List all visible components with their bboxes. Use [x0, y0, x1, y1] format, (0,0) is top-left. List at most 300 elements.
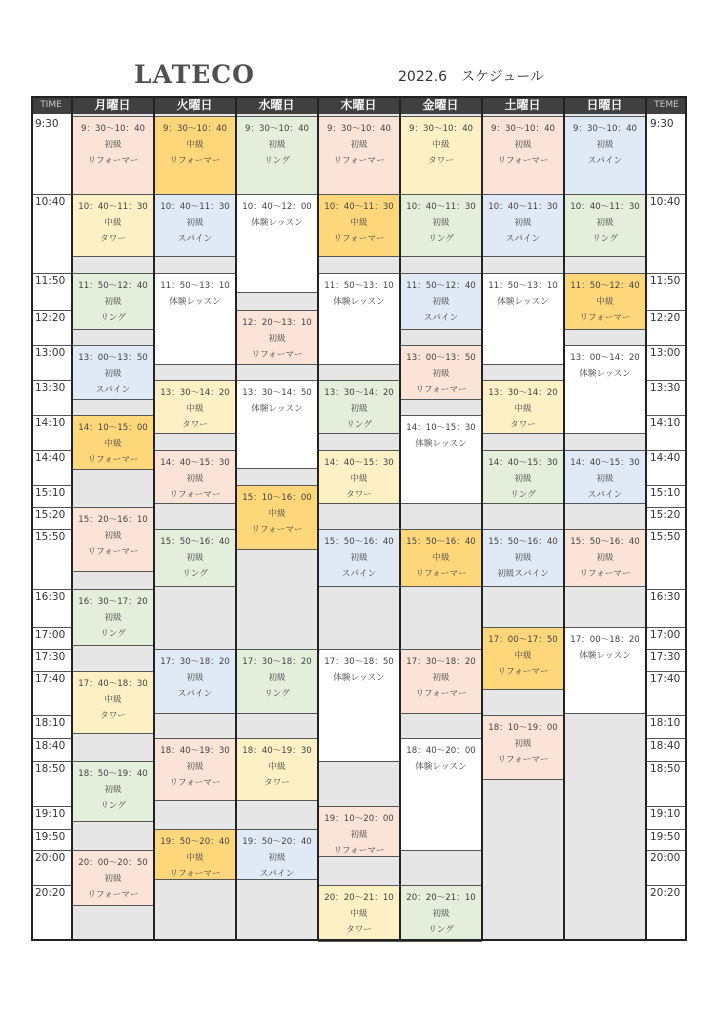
lesson-block[interactable]	[155, 117, 235, 194]
time-separator	[31, 194, 71, 195]
time-label-left: 14:10	[35, 417, 66, 429]
time-separator	[31, 761, 71, 762]
lesson-level: 初級	[104, 140, 122, 150]
lesson-block[interactable]	[401, 530, 481, 586]
time-separator	[646, 485, 687, 486]
lesson-block[interactable]	[483, 117, 563, 194]
lesson-time: 9：30〜10：40	[572, 124, 638, 134]
time-label-left: 12:20	[35, 312, 66, 324]
lesson-time: 15：50〜16：40	[324, 537, 394, 547]
lesson-type: リフォーマー	[169, 778, 221, 788]
lesson-level: 初級	[596, 553, 614, 563]
time-separator	[31, 850, 71, 851]
lesson-type: リング	[510, 490, 536, 500]
lesson-time: 11：50〜12：40	[78, 281, 148, 291]
lesson-block[interactable]	[73, 762, 153, 821]
lesson-level: 初級	[268, 673, 286, 683]
lesson-time: 16：30〜17：20	[78, 597, 148, 607]
time-label-left: 17:30	[35, 651, 66, 663]
lesson-type: リフォーマー	[415, 569, 467, 579]
column-divider	[563, 96, 565, 941]
lesson-level: 初級	[514, 218, 532, 228]
time-separator	[646, 627, 687, 628]
lesson-time: 18：10〜19：00	[488, 723, 558, 733]
lesson-time: 15：50〜16：40	[160, 537, 230, 547]
lesson-block[interactable]	[155, 381, 235, 433]
lesson-type: リング	[428, 234, 454, 244]
time-label-left: 13:00	[35, 347, 66, 359]
lesson-time: 18：40〜19：30	[160, 746, 230, 756]
lesson-time: 11：50〜13：10	[488, 281, 558, 291]
column-divider	[399, 96, 401, 941]
lesson-level: 中級	[268, 762, 286, 772]
lesson-type: リング	[428, 925, 454, 935]
lesson-block[interactable]	[401, 650, 481, 713]
lesson-level: 初級	[186, 673, 204, 683]
lesson-level: 中級	[186, 853, 204, 863]
lesson-level: 中級	[104, 439, 122, 449]
lesson-block[interactable]	[237, 739, 317, 800]
lesson-level: 初級	[104, 297, 122, 307]
lesson-time: 20：20〜21：10	[324, 893, 394, 903]
lesson-block[interactable]	[73, 274, 153, 329]
time-label-right: 9:30	[650, 118, 674, 130]
lesson-block[interactable]	[401, 117, 481, 194]
lesson-time: 10：40〜11：30	[160, 202, 230, 212]
lesson-block[interactable]	[237, 486, 317, 549]
lesson-time: 11：50〜12：40	[406, 281, 476, 291]
lesson-level: 中級	[514, 404, 532, 414]
lesson-block[interactable]	[319, 451, 399, 503]
lesson-level: 初級	[514, 739, 532, 749]
lesson-block[interactable]	[73, 508, 153, 571]
lesson-time: 15：20〜16：10	[78, 515, 148, 525]
time-label-right: 13:30	[650, 382, 681, 394]
lesson-time: 14：40〜15：30	[160, 458, 230, 468]
lesson-type: リング	[264, 156, 290, 166]
lesson-block[interactable]	[565, 346, 645, 433]
time-label-left: 15:10	[35, 487, 66, 499]
day-header-sat: 土曜日	[482, 96, 563, 114]
lesson-type: リフォーマー	[579, 569, 631, 579]
time-separator	[646, 194, 687, 195]
lesson-time: 13：00〜13：50	[78, 353, 148, 363]
lesson-type: タワー	[100, 234, 126, 244]
lesson-block[interactable]	[73, 672, 153, 733]
time-separator	[31, 589, 71, 590]
lesson-block[interactable]	[237, 830, 317, 879]
lesson-level: 中級	[186, 404, 204, 414]
lesson-type: タワー	[100, 711, 126, 721]
lesson-type: リフォーマー	[251, 350, 303, 360]
lesson-block[interactable]	[237, 650, 317, 713]
lesson-time: 15：50〜16：40	[406, 537, 476, 547]
lesson-level: 中級	[514, 651, 532, 661]
lesson-level: 体験レッスン	[497, 297, 549, 307]
lesson-time: 15：50〜16：40	[570, 537, 640, 547]
lesson-block[interactable]	[565, 530, 645, 586]
time-label-right: 16:30	[650, 591, 681, 603]
lesson-type: リフォーマー	[333, 846, 385, 856]
lesson-time: 17：30〜18：20	[242, 657, 312, 667]
lesson-level: 初級	[268, 853, 286, 863]
lesson-level: 初級	[432, 369, 450, 379]
lesson-time: 13：00〜14：20	[570, 353, 640, 363]
lesson-type: リング	[100, 801, 126, 811]
time-label-right: 15:50	[650, 531, 681, 543]
time-label-left: 11:50	[35, 275, 66, 287]
lesson-level: 中級	[596, 297, 614, 307]
lesson-time: 13：30〜14：50	[242, 388, 312, 398]
lesson-block[interactable]	[401, 195, 481, 256]
lesson-type: タワー	[264, 778, 290, 788]
lesson-type: リフォーマー	[87, 547, 139, 557]
lesson-block[interactable]	[565, 628, 645, 713]
lesson-type: リフォーマー	[333, 234, 385, 244]
time-separator	[31, 450, 71, 451]
lesson-level: 中級	[432, 140, 450, 150]
time-separator	[31, 529, 71, 530]
lesson-type: リフォーマー	[169, 490, 221, 500]
lesson-block[interactable]	[319, 807, 399, 856]
time-separator	[646, 345, 687, 346]
lesson-type: リフォーマー	[333, 156, 385, 166]
time-separator	[646, 829, 687, 830]
lesson-level: 体験レッスン	[333, 673, 385, 683]
lesson-type: リフォーマー	[497, 156, 549, 166]
lesson-type: リフォーマー	[251, 525, 303, 535]
lesson-type: スパイン	[587, 156, 623, 166]
time-label-right: 14:10	[650, 417, 681, 429]
lesson-level: 初級	[350, 553, 368, 563]
lesson-time: 9：30〜10：40	[162, 124, 228, 134]
lesson-time: 10：40〜12：00	[242, 202, 312, 212]
lesson-level: 初級	[350, 830, 368, 840]
lesson-block[interactable]	[565, 117, 645, 194]
lesson-time: 10：40〜11：30	[570, 202, 640, 212]
lesson-block[interactable]	[237, 381, 317, 468]
time-label-left: 16:30	[35, 591, 66, 603]
time-separator	[31, 273, 71, 274]
time-separator	[31, 649, 71, 650]
time-label-left: 14:40	[35, 452, 66, 464]
lesson-level: 初級	[104, 874, 122, 884]
time-label-left: 17:00	[35, 629, 66, 641]
lesson-time: 9：30〜10：40	[244, 124, 310, 134]
lesson-time: 13：30〜14：20	[160, 388, 230, 398]
lesson-block[interactable]	[319, 530, 399, 586]
column-divider	[481, 96, 483, 941]
lesson-level: 体験レッスン	[579, 651, 631, 661]
lesson-time: 11：50〜13：10	[324, 281, 394, 291]
lesson-level: 初級	[432, 218, 450, 228]
column-divider	[235, 96, 237, 941]
time-label-left: 15:20	[35, 509, 66, 521]
time-label-right: 17:30	[650, 651, 681, 663]
lesson-type: タワー	[346, 490, 372, 500]
lesson-block[interactable]	[483, 530, 563, 586]
lesson-level: 初級	[104, 369, 122, 379]
logo: LATECO	[134, 60, 255, 89]
time-label-left: 13:30	[35, 382, 66, 394]
lesson-block[interactable]	[319, 650, 399, 761]
lesson-level: 初級	[350, 404, 368, 414]
time-separator	[646, 273, 687, 274]
time-label-right: 20:20	[650, 887, 681, 899]
lesson-type: リフォーマー	[169, 156, 221, 166]
time-separator	[646, 649, 687, 650]
time-label-right: 19:50	[650, 831, 681, 843]
lesson-type: リフォーマー	[415, 689, 467, 699]
lesson-level: 初級	[186, 762, 204, 772]
lesson-type: タワー	[346, 925, 372, 935]
lesson-block[interactable]	[73, 195, 153, 256]
lesson-level: 初級	[514, 474, 532, 484]
time-header-left: TIME	[31, 96, 71, 114]
lesson-time: 18：40〜19：30	[242, 746, 312, 756]
time-label-right: 17:40	[650, 673, 681, 685]
time-separator	[646, 850, 687, 851]
lesson-block[interactable]	[73, 117, 153, 194]
lesson-level: 体験レッスン	[169, 297, 221, 307]
lesson-block[interactable]	[319, 195, 399, 256]
time-separator	[646, 380, 687, 381]
lesson-block[interactable]	[237, 195, 317, 292]
lesson-time: 19：10〜20：00	[324, 814, 394, 824]
time-label-left: 20:20	[35, 887, 66, 899]
time-label-left: 19:50	[35, 831, 66, 843]
time-label-left: 10:40	[35, 196, 66, 208]
lesson-block[interactable]	[319, 117, 399, 194]
lesson-level: 中級	[186, 140, 204, 150]
time-label-left: 18:50	[35, 763, 66, 775]
lesson-type: リフォーマー	[415, 385, 467, 395]
lesson-block[interactable]	[73, 416, 153, 469]
time-label-right: 15:20	[650, 509, 681, 521]
time-label-left: 18:40	[35, 740, 66, 752]
lesson-level: 初級	[596, 218, 614, 228]
time-label-left: 20:00	[35, 852, 66, 864]
lesson-type: リング	[100, 313, 126, 323]
time-separator	[646, 671, 687, 672]
lesson-block[interactable]	[401, 274, 481, 329]
lesson-time: 17：00〜18：20	[570, 635, 640, 645]
lesson-level: 初級	[186, 474, 204, 484]
lesson-type: スパイン	[423, 313, 459, 323]
lesson-block[interactable]	[155, 530, 235, 586]
lesson-block[interactable]	[73, 851, 153, 905]
lesson-level: 体験レッスン	[333, 297, 385, 307]
day-header-tue: 火曜日	[154, 96, 235, 114]
time-header-right: TEME	[646, 96, 687, 114]
lesson-level: 初級	[104, 531, 122, 541]
time-separator	[646, 415, 687, 416]
lesson-block[interactable]	[237, 311, 317, 364]
lesson-type: リング	[100, 629, 126, 639]
lesson-time: 17：40〜18：30	[78, 679, 148, 689]
lesson-type: リフォーマー	[497, 667, 549, 677]
lesson-time: 14：10〜15：00	[78, 423, 148, 433]
lesson-time: 18：40〜20：00	[406, 746, 476, 756]
lesson-block[interactable]	[483, 716, 563, 779]
time-label-right: 14:40	[650, 452, 681, 464]
time-separator	[31, 806, 71, 807]
lesson-time: 17：30〜18：20	[406, 657, 476, 667]
lesson-type: スパイン	[95, 385, 131, 395]
lesson-time: 20：00〜20：50	[78, 858, 148, 868]
time-separator	[31, 627, 71, 628]
lesson-block[interactable]	[155, 451, 235, 503]
lesson-level: 中級	[268, 509, 286, 519]
lesson-time: 13：30〜14：20	[488, 388, 558, 398]
lesson-type: リング	[264, 689, 290, 699]
lesson-block[interactable]	[155, 739, 235, 800]
column-divider	[317, 96, 319, 941]
time-label-left: 19:10	[35, 808, 66, 820]
time-label-right: 20:00	[650, 852, 681, 864]
time-separator	[31, 715, 71, 716]
lesson-type: リフォーマー	[579, 313, 631, 323]
time-separator	[646, 310, 687, 311]
lesson-level: 初級	[596, 140, 614, 150]
lesson-type: タワー	[428, 156, 454, 166]
lesson-time: 9：30〜10：40	[326, 124, 392, 134]
day-header-thu: 木曜日	[318, 96, 399, 114]
lesson-block[interactable]	[319, 886, 399, 941]
time-label-left: 18:10	[35, 717, 66, 729]
lesson-level: 初級	[350, 140, 368, 150]
lesson-block[interactable]	[401, 739, 481, 850]
column-divider	[71, 96, 73, 941]
lesson-time: 9：30〜10：40	[490, 124, 556, 134]
lesson-type: 初級スパイン	[497, 569, 549, 579]
lesson-block[interactable]	[73, 346, 153, 399]
time-label-right: 12:20	[650, 312, 681, 324]
time-separator	[31, 507, 71, 508]
lesson-type: スパイン	[505, 234, 541, 244]
time-separator	[31, 345, 71, 346]
time-label-right: 19:10	[650, 808, 681, 820]
lesson-type: タワー	[182, 420, 208, 430]
schedule-grid	[31, 96, 687, 941]
lesson-block[interactable]	[565, 451, 645, 503]
page-title: 2022.6 スケジュール	[398, 69, 545, 85]
time-separator	[31, 380, 71, 381]
lesson-block[interactable]	[565, 274, 645, 329]
lesson-type: スパイン	[587, 490, 623, 500]
lesson-block[interactable]	[565, 195, 645, 256]
column-divider	[645, 96, 647, 941]
lesson-level: 初級	[432, 673, 450, 683]
day-header-sun: 日曜日	[564, 96, 645, 114]
lesson-type: タワー	[510, 420, 536, 430]
lesson-block[interactable]	[483, 381, 563, 433]
time-label-left: 15:50	[35, 531, 66, 543]
time-separator	[31, 829, 71, 830]
lesson-block[interactable]	[319, 274, 399, 364]
lesson-time: 10：40〜11：30	[488, 202, 558, 212]
lesson-level: 初級	[186, 553, 204, 563]
time-separator	[646, 507, 687, 508]
lesson-type: リフォーマー	[497, 755, 549, 765]
lesson-block[interactable]	[483, 628, 563, 689]
lesson-block[interactable]	[155, 274, 235, 364]
lesson-level: 中級	[350, 909, 368, 919]
lesson-block[interactable]	[155, 830, 235, 879]
lesson-block[interactable]	[237, 117, 317, 194]
time-separator	[646, 761, 687, 762]
lesson-block[interactable]	[483, 274, 563, 364]
lesson-block[interactable]	[319, 381, 399, 433]
time-separator	[646, 738, 687, 739]
lesson-level: 中級	[350, 474, 368, 484]
time-separator	[646, 885, 687, 886]
lesson-time: 14：10〜15：30	[406, 423, 476, 433]
time-separator	[31, 885, 71, 886]
lesson-block[interactable]	[401, 886, 481, 941]
time-label-right: 11:50	[650, 275, 681, 287]
lesson-time: 17：00〜17：50	[488, 635, 558, 645]
time-label-right: 10:40	[650, 196, 681, 208]
lesson-time: 17：30〜18：20	[160, 657, 230, 667]
lesson-time: 17：30〜18：50	[324, 657, 394, 667]
lesson-type: リフォーマー	[169, 869, 221, 879]
lesson-level: 初級	[432, 297, 450, 307]
lesson-level: 初級	[268, 140, 286, 150]
lesson-level: 初級	[186, 218, 204, 228]
lesson-level: 初級	[432, 909, 450, 919]
lesson-block[interactable]	[73, 590, 153, 645]
lesson-type: リング	[182, 569, 208, 579]
column-divider	[153, 96, 155, 941]
day-header-fri: 金曜日	[400, 96, 481, 114]
lesson-time: 12：20〜13：10	[242, 318, 312, 328]
time-separator	[646, 589, 687, 590]
time-separator	[31, 485, 71, 486]
lesson-type: リング	[346, 420, 372, 430]
lesson-time: 20：20〜21：10	[406, 893, 476, 903]
lesson-block[interactable]	[155, 650, 235, 713]
lesson-level: 初級	[596, 474, 614, 484]
lesson-time: 11：50〜13：10	[160, 281, 230, 291]
lesson-time: 10：40〜11：30	[78, 202, 148, 212]
time-label-left: 17:40	[35, 673, 66, 685]
time-separator	[31, 671, 71, 672]
lesson-time: 15：10〜16：00	[242, 493, 312, 503]
lesson-time: 14：40〜15：30	[324, 458, 394, 468]
lesson-block[interactable]	[483, 451, 563, 503]
lesson-type: スパイン	[259, 869, 295, 879]
time-label-right: 15:10	[650, 487, 681, 499]
lesson-level: 中級	[350, 218, 368, 228]
lesson-level: 体験レッスン	[415, 439, 467, 449]
lesson-block[interactable]	[155, 195, 235, 256]
time-separator	[646, 715, 687, 716]
time-separator	[31, 738, 71, 739]
lesson-level: 中級	[104, 218, 122, 228]
lesson-time: 19：50〜20：40	[242, 837, 312, 847]
lesson-level: 初級	[514, 140, 532, 150]
lesson-level: 初級	[104, 613, 122, 623]
lesson-time: 14：40〜15：30	[488, 458, 558, 468]
lesson-block[interactable]	[483, 195, 563, 256]
lesson-time: 9：30〜10：40	[408, 124, 474, 134]
lesson-level: 体験レッスン	[579, 369, 631, 379]
lesson-block[interactable]	[401, 346, 481, 399]
time-separator	[646, 806, 687, 807]
lesson-block[interactable]	[401, 416, 481, 503]
lesson-time: 13：30〜14：20	[324, 388, 394, 398]
